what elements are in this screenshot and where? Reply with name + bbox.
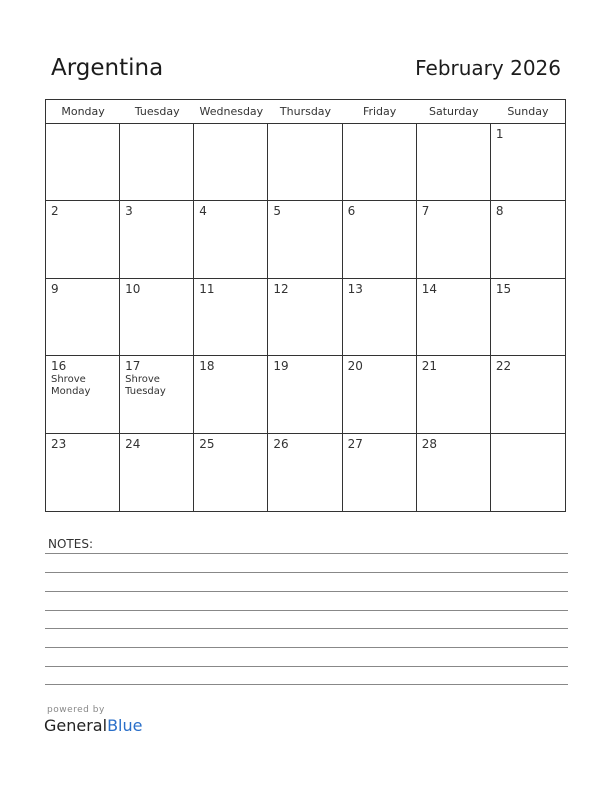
day-number: 23 xyxy=(51,436,67,451)
day-cell xyxy=(343,434,417,511)
day-number: 21 xyxy=(421,359,437,374)
notes-line xyxy=(45,591,568,592)
day-cell xyxy=(268,279,342,355)
day-cell xyxy=(343,279,417,355)
calendar-week-row xyxy=(46,124,565,201)
day-cell xyxy=(268,201,342,277)
day-number: 14 xyxy=(421,281,437,296)
country-title: Argentina xyxy=(51,55,164,81)
day-number: 4 xyxy=(199,204,207,219)
day-cell xyxy=(120,434,194,511)
day-cell xyxy=(417,124,491,200)
day-cell xyxy=(46,201,120,277)
day-number: 6 xyxy=(347,204,356,219)
day-cell xyxy=(268,124,342,200)
day-number: 17 xyxy=(125,359,141,374)
notes-line xyxy=(45,572,568,573)
day-number: 2 xyxy=(51,204,59,219)
day-cell xyxy=(343,356,417,432)
notes-line xyxy=(45,553,568,554)
calendar-week-row xyxy=(46,356,565,433)
day-cell xyxy=(343,201,417,277)
day-number: 12 xyxy=(273,281,289,296)
weekday-label: Friday xyxy=(362,105,397,118)
day-number: 13 xyxy=(347,281,363,296)
day-cell xyxy=(417,356,491,432)
weekday-label: Saturday xyxy=(428,105,479,118)
weekday-label: Monday xyxy=(61,105,105,118)
day-number: 7 xyxy=(421,204,430,219)
brand-name xyxy=(44,716,142,735)
day-number: 28 xyxy=(421,436,437,451)
calendar-weeks xyxy=(46,124,565,511)
day-number: 27 xyxy=(347,436,363,451)
day-cell xyxy=(268,434,342,511)
day-number: 15 xyxy=(495,281,512,296)
day-number: 26 xyxy=(273,436,289,451)
weekday-header xyxy=(46,100,565,124)
brand-name-part2: Blue xyxy=(107,716,143,735)
calendar-week-row xyxy=(46,201,565,278)
day-cell xyxy=(120,279,194,355)
day-cell xyxy=(491,279,565,355)
day-number: 22 xyxy=(495,359,512,374)
brand-name-part1: General xyxy=(44,716,108,735)
day-number: 8 xyxy=(495,204,504,219)
day-number: 18 xyxy=(199,359,215,374)
day-cell xyxy=(194,201,268,277)
weekday-label: Tuesday xyxy=(134,105,180,118)
calendar-week-row xyxy=(46,434,565,511)
day-number: 3 xyxy=(125,204,133,219)
day-cell xyxy=(194,124,268,200)
day-cell xyxy=(194,279,268,355)
notes-label: NOTES: xyxy=(48,537,93,551)
holiday-label: Shrove Tuesday xyxy=(125,374,166,398)
day-cell xyxy=(46,124,120,200)
day-cell xyxy=(491,124,565,200)
notes-line xyxy=(45,628,568,629)
day-number: 5 xyxy=(273,204,282,219)
day-cell xyxy=(46,434,120,511)
day-cell xyxy=(491,201,565,277)
powered-by-text: powered by xyxy=(47,705,105,715)
day-cell xyxy=(120,201,194,277)
day-cell xyxy=(268,356,342,432)
day-number: 25 xyxy=(199,436,215,451)
day-cell xyxy=(343,124,417,200)
weekday-label: Sunday xyxy=(507,105,549,118)
day-cell xyxy=(417,434,491,511)
day-number: 24 xyxy=(125,436,141,451)
weekday-label: Thursday xyxy=(279,105,332,118)
day-cell xyxy=(194,434,268,511)
day-number: 10 xyxy=(125,281,141,296)
weekday-label: Wednesday xyxy=(199,105,264,118)
calendar-grid xyxy=(45,99,566,512)
day-number: 20 xyxy=(347,359,363,374)
notes-line xyxy=(45,684,568,685)
calendar-week-row xyxy=(46,279,565,356)
day-number: 11 xyxy=(199,281,215,296)
day-cell xyxy=(194,356,268,432)
day-number: 19 xyxy=(273,359,289,374)
notes-line xyxy=(45,610,568,611)
notes-line xyxy=(45,647,568,648)
month-title: February 2026 xyxy=(415,56,561,80)
day-number: 1 xyxy=(495,127,504,141)
holiday-label: Shrove Monday xyxy=(51,374,91,398)
day-cell xyxy=(491,356,565,432)
brand-logo xyxy=(44,705,142,735)
day-cell xyxy=(46,356,120,432)
day-cell xyxy=(120,356,194,432)
day-cell xyxy=(417,201,491,277)
day-cell xyxy=(120,124,194,200)
day-cell xyxy=(491,434,565,511)
day-cell xyxy=(417,279,491,355)
day-cell xyxy=(46,279,120,355)
day-number: 16 xyxy=(51,359,67,374)
notes-line xyxy=(45,666,568,667)
day-number: 9 xyxy=(51,281,59,296)
